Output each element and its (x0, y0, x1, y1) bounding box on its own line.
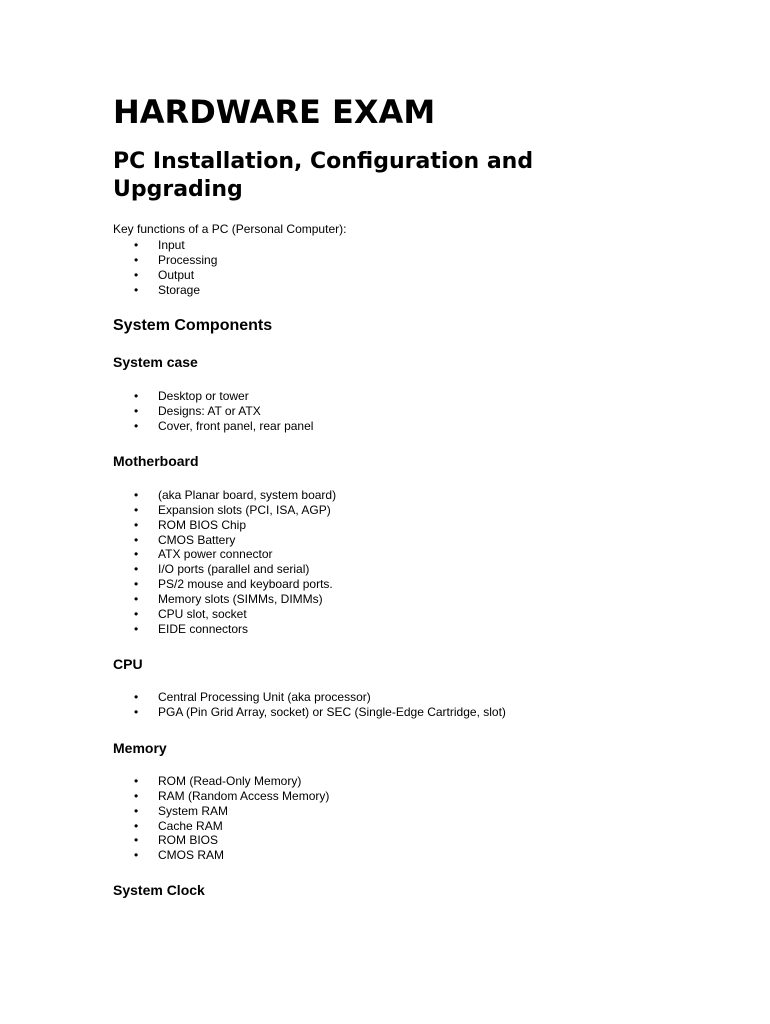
heading-system-case: System case (113, 354, 198, 370)
list-item: • ATX power connector (113, 547, 336, 562)
list-item: • ROM BIOS (113, 833, 329, 848)
list-item: • Memory slots (SIMMs, DIMMs) (113, 592, 336, 607)
list-item: • Input (113, 238, 217, 253)
cpu-list (113, 690, 506, 720)
list-item: • System RAM (113, 804, 329, 819)
key-functions-list (113, 238, 217, 297)
list-item: • ROM BIOS Chip (113, 518, 336, 533)
list-item: • CMOS RAM (113, 848, 329, 863)
list-item: • Desktop or tower (113, 389, 313, 404)
heading-memory: Memory (113, 740, 167, 756)
heading-system-clock: System Clock (113, 882, 205, 898)
memory-list (113, 774, 329, 863)
list-item: • CPU slot, socket (113, 607, 336, 622)
list-item: • RAM (Random Access Memory) (113, 789, 329, 804)
heading-motherboard: Motherboard (113, 453, 199, 469)
document-subtitle: PC Installation, Configuration and Upgrading (113, 149, 534, 202)
list-item: • Expansion slots (PCI, ISA, AGP) (113, 503, 336, 518)
list-item: • Cache RAM (113, 819, 329, 834)
system-case-list (113, 389, 313, 434)
list-item: • (aka Planar board, system board) (113, 488, 336, 503)
list-item: • ROM (Read-Only Memory) (113, 774, 329, 789)
section-heading-system-components: System Components (113, 317, 273, 334)
list-item: • Cover, front panel, rear panel (113, 419, 313, 434)
list-item: • EIDE connectors (113, 622, 336, 637)
document-title: HARDWARE EXAM (113, 93, 436, 131)
list-item: • I/O ports (parallel and serial) (113, 562, 336, 577)
list-item: • Storage (113, 283, 217, 298)
list-item: • Output (113, 268, 217, 283)
list-item: • PS/2 mouse and keyboard ports. (113, 577, 336, 592)
list-item: • Processing (113, 253, 217, 268)
list-item: • CMOS Battery (113, 533, 336, 548)
list-item: • PGA (Pin Grid Array, socket) or SEC (Single-Edge Cartridge, slot) (113, 705, 506, 720)
heading-cpu: CPU (113, 656, 143, 672)
list-item: • Central Processing Unit (aka processor) (113, 690, 506, 705)
list-item: • Designs: AT or ATX (113, 404, 313, 419)
intro-text: Key functions of a PC (Personal Computer): (113, 222, 347, 236)
motherboard-list (113, 488, 336, 636)
